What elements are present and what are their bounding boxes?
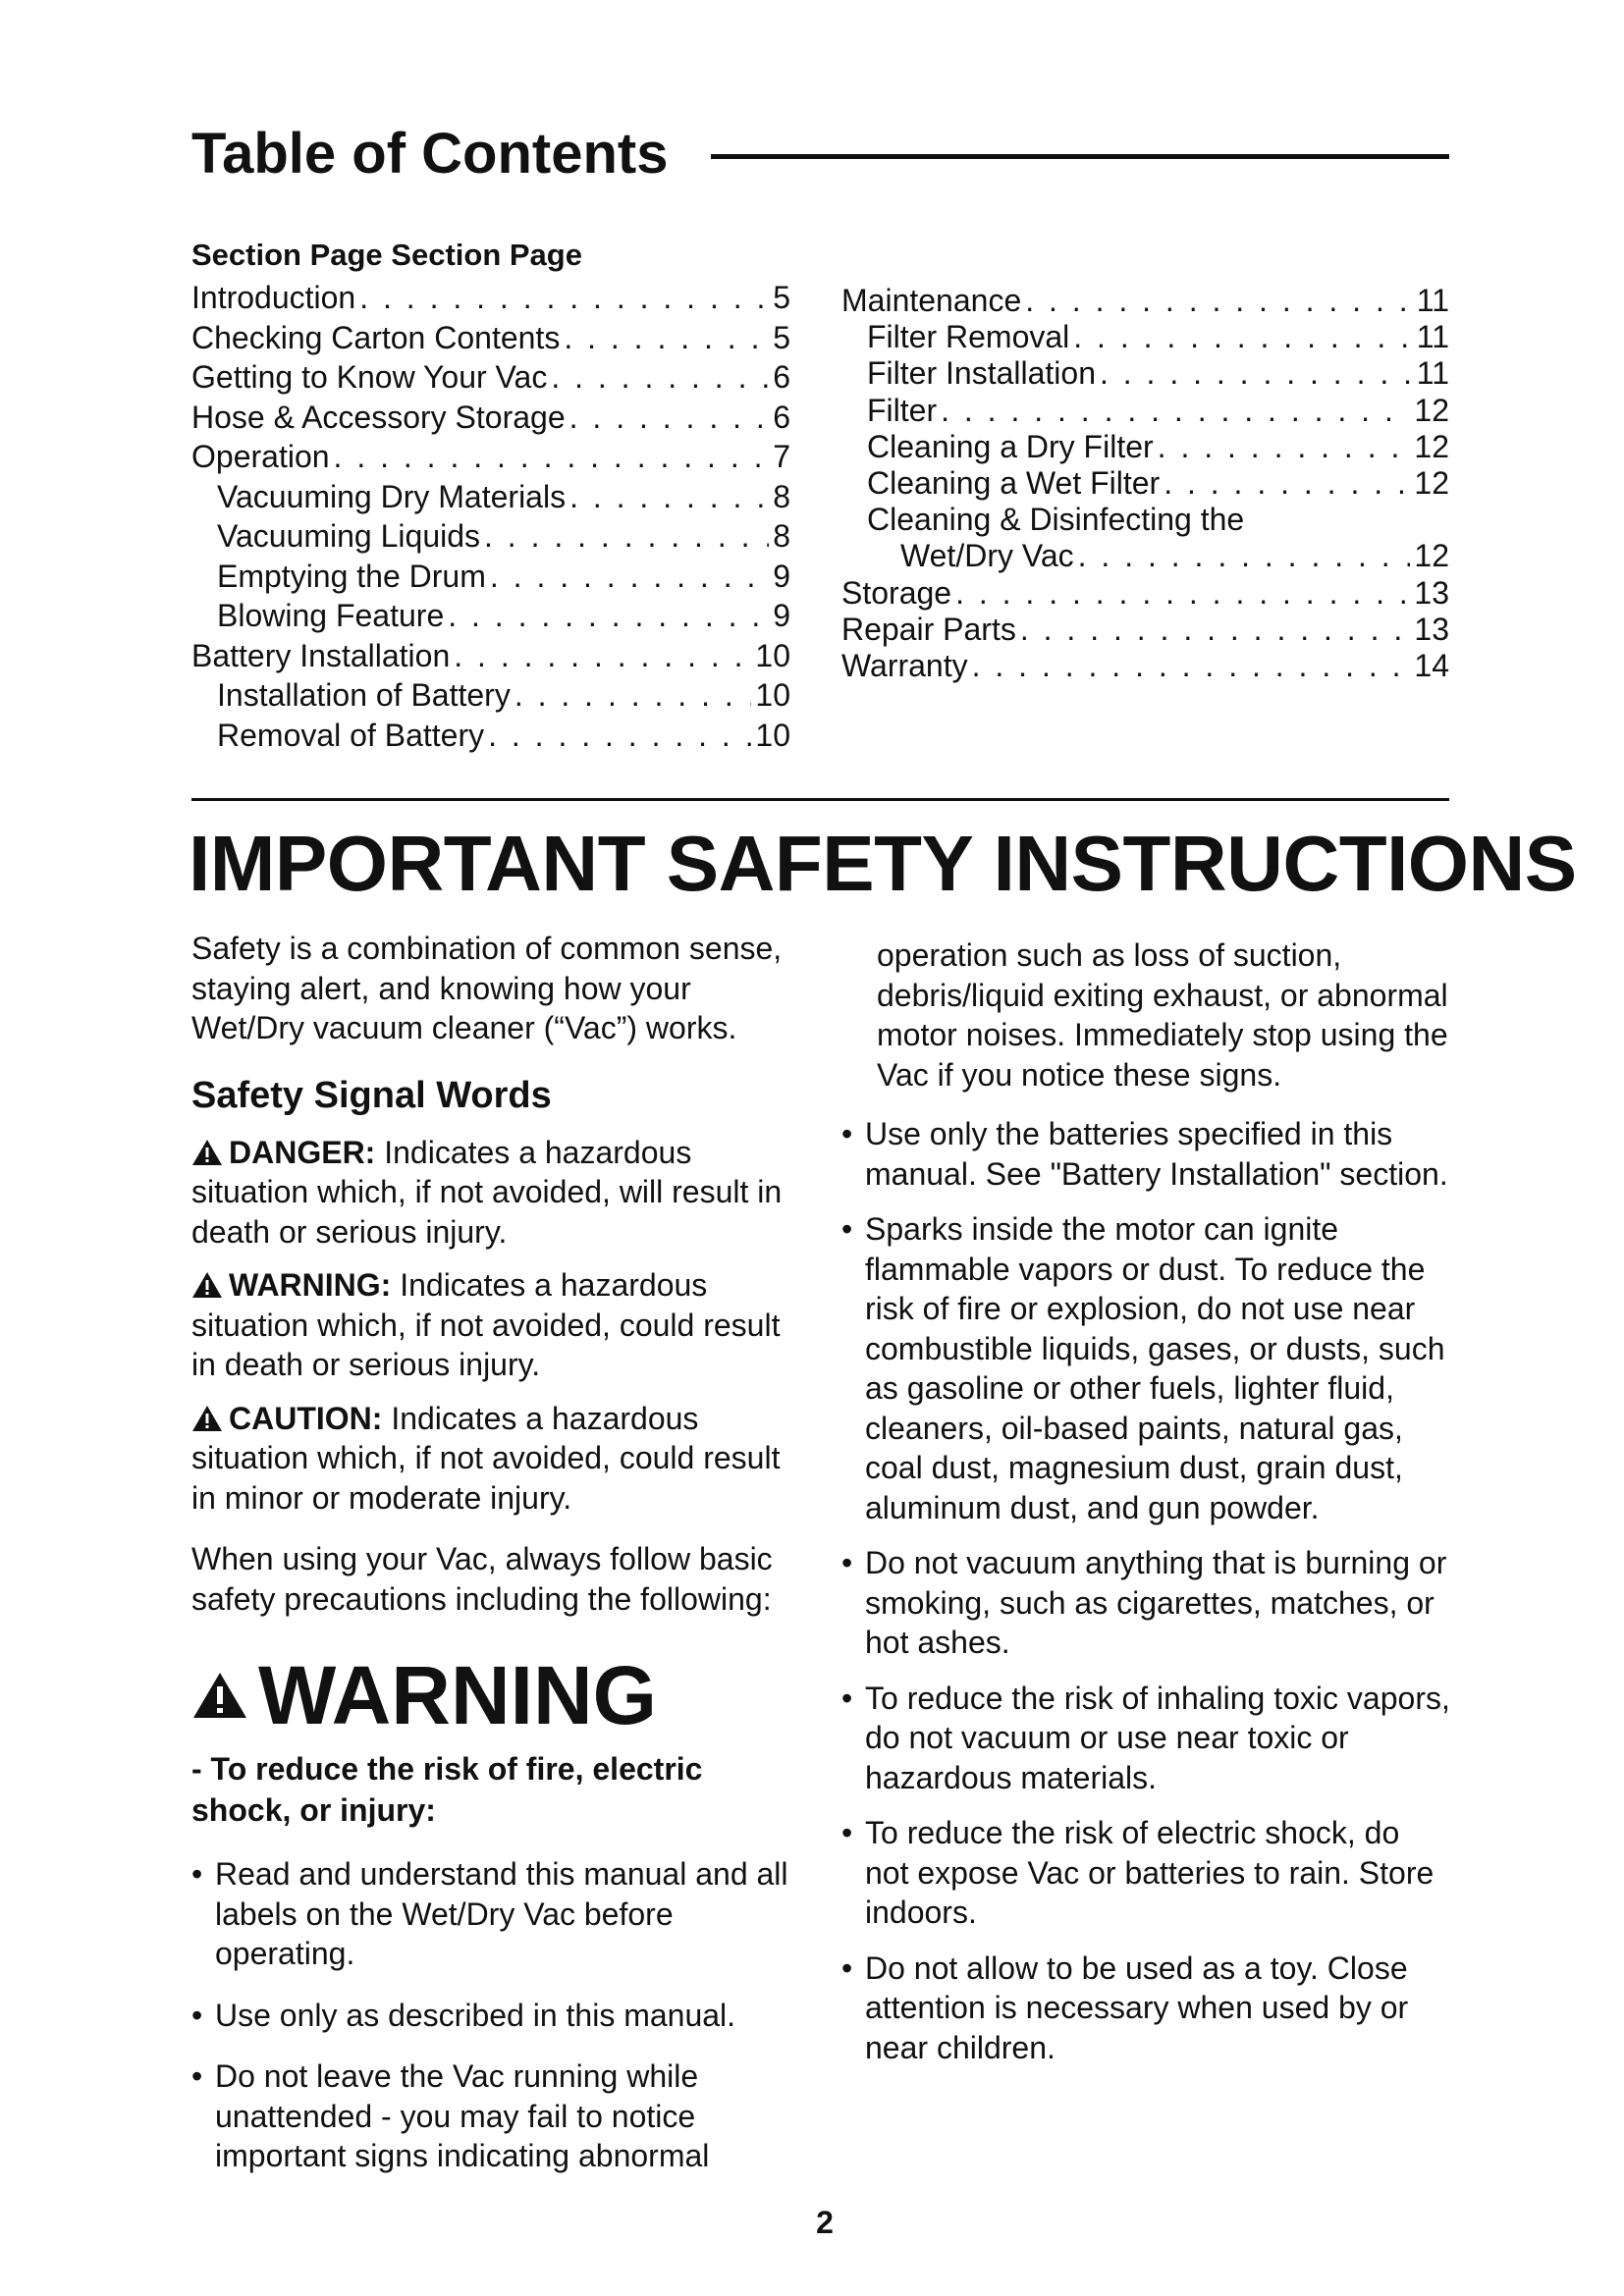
bullet-item bbox=[841, 1114, 1450, 1194]
toc-entry-page: 6 bbox=[773, 361, 790, 395]
toc-entry-page: 9 bbox=[773, 560, 790, 594]
toc-entry bbox=[841, 431, 1449, 467]
toc-title-rule bbox=[711, 154, 1449, 159]
toc-entry-page: 5 bbox=[773, 282, 790, 315]
toc-entry bbox=[841, 504, 1449, 540]
signal-word: CAUTION: bbox=[229, 1400, 383, 1436]
toc-leader-dots bbox=[1100, 357, 1413, 389]
toc-leader-dots bbox=[454, 640, 751, 671]
toc-leader-dots bbox=[1025, 285, 1413, 316]
toc-entry bbox=[191, 679, 790, 720]
toc-entry bbox=[841, 285, 1449, 321]
toc-title: Table of Contents bbox=[191, 122, 669, 186]
bullet-mark: • bbox=[191, 2058, 203, 2094]
toc-entry bbox=[841, 467, 1449, 504]
bullet-mark: • bbox=[841, 1545, 853, 1580]
toc-leader-dots bbox=[955, 577, 1410, 609]
signal-text: Indicates a hazardous situation which, if not avoided, could result in minor or moderate injury. bbox=[191, 1400, 781, 1516]
toc-entry bbox=[191, 640, 790, 680]
toc-entry-label: Blowing Feature bbox=[217, 600, 445, 633]
toc-entry-page: 12 bbox=[1414, 466, 1449, 501]
warning-subheading: - To reduce the risk of fire, electric shock, or injury: bbox=[191, 1751, 703, 1828]
warning-triangle-icon bbox=[191, 1271, 223, 1299]
warning-triangle-icon bbox=[191, 1671, 248, 1720]
bullet-mark: • bbox=[841, 1815, 853, 1850]
toc-entry-label: Filter Installation bbox=[867, 357, 1096, 392]
bullet-text: Use only the batteries specified in this manual. See "Battery Installation" section. bbox=[865, 1116, 1448, 1192]
toc-entry bbox=[191, 322, 790, 362]
toc-left-column bbox=[191, 282, 790, 759]
bullet-item bbox=[191, 1996, 810, 2036]
signal-text: Indicates a hazardous situation which, if not avoided, will result in death or serious injury. bbox=[191, 1134, 783, 1250]
toc-leader-dots bbox=[488, 720, 751, 751]
bullet-text: To reduce the risk of electric shock, do not expose Vac or batteries to rain. Store indoors. bbox=[865, 1815, 1435, 1930]
toc-leader-dots bbox=[1164, 467, 1410, 499]
toc-entry bbox=[191, 441, 790, 481]
toc-leader-dots bbox=[1078, 540, 1411, 571]
toc-leader-dots bbox=[514, 679, 752, 711]
toc-entry-label: Hose & Accessory Storage bbox=[191, 400, 566, 435]
bullet-text: Use only as described in this manual. bbox=[215, 1997, 736, 2033]
safety-left-column bbox=[191, 929, 810, 2176]
toc-entry-label: Filter Removal bbox=[867, 321, 1070, 355]
toc-entry-page: 10 bbox=[755, 719, 790, 753]
toc-leader-dots bbox=[484, 520, 769, 552]
bullet-item bbox=[191, 1854, 810, 1974]
toc-entry-page: 12 bbox=[1414, 394, 1449, 428]
toc-leader-dots bbox=[1158, 431, 1411, 462]
safety-intro: Safety is a combination of common sense, staying alert, and knowing how your Wet/Dry vacuum cleaner (“Vac”) works. bbox=[191, 931, 783, 1045]
toc-leader-dots bbox=[359, 282, 769, 313]
toc-entry-page: 8 bbox=[773, 520, 790, 554]
toc-column-header: Section Page Section Page bbox=[191, 238, 582, 272]
bullet-item bbox=[841, 1949, 1450, 2068]
toc-entry-label: Warranty bbox=[841, 649, 968, 683]
toc-entry bbox=[841, 321, 1449, 357]
signal-word: WARNING: bbox=[229, 1267, 392, 1303]
safety-title: IMPORTANT SAFETY INSTRUCTIONS bbox=[189, 820, 1577, 907]
toc-leader-dots bbox=[448, 600, 769, 631]
toc-entry bbox=[191, 720, 790, 760]
warning-heading bbox=[191, 1649, 810, 1741]
toc-entry-label: Cleaning a Dry Filter bbox=[867, 430, 1154, 464]
toc-entry-page: 11 bbox=[1416, 285, 1449, 318]
bullet-mark: • bbox=[841, 1949, 853, 1986]
bullet-item bbox=[841, 1543, 1450, 1663]
toc-entry-label: Cleaning & Disinfecting the bbox=[867, 504, 1245, 538]
toc-entry-label: Battery Installation bbox=[191, 639, 451, 673]
signal-warning bbox=[191, 1265, 810, 1385]
toc-leader-dots bbox=[569, 481, 769, 512]
toc-entry-label: Vacuuming Liquids bbox=[217, 520, 481, 554]
toc-entry-label: Cleaning a Wet Filter bbox=[867, 466, 1161, 501]
precautions-intro: When using your Vac, always follow basic safety precautions including the following: bbox=[191, 1541, 773, 1617]
toc-entry bbox=[191, 561, 790, 601]
bullet-item bbox=[841, 1209, 1450, 1527]
toc-entry bbox=[841, 577, 1449, 614]
toc-entry bbox=[191, 361, 790, 401]
page-number: 2 bbox=[816, 2205, 834, 2240]
toc-entry bbox=[841, 540, 1449, 576]
bullet-mark: • bbox=[841, 1116, 853, 1151]
toc-leader-dots bbox=[551, 361, 769, 393]
toc-entry-label: Removal of Battery bbox=[217, 719, 485, 753]
toc-entry bbox=[841, 357, 1449, 394]
toc-entry-label: Wet/Dry Vac bbox=[900, 540, 1074, 574]
toc-leader-dots bbox=[334, 441, 770, 472]
toc-leader-dots bbox=[1020, 614, 1411, 645]
bullet-text: Do not allow to be used as a toy. Close attention is necessary when used by or near children. bbox=[865, 1949, 1409, 2065]
toc-entry-page: 12 bbox=[1414, 540, 1449, 574]
bullet-mark: • bbox=[841, 1680, 853, 1716]
safety-right-column bbox=[841, 935, 1450, 2067]
toc-entry-page: 13 bbox=[1414, 576, 1449, 611]
bullet-item bbox=[191, 2056, 810, 2176]
signal-words-heading: Safety Signal Words bbox=[191, 1074, 552, 1116]
left-bullet-list bbox=[191, 1854, 810, 2176]
toc-entry-label: Installation of Battery bbox=[217, 679, 511, 713]
toc-entry bbox=[841, 395, 1449, 431]
toc-entry-page: 11 bbox=[1416, 321, 1449, 355]
signal-word: DANGER: bbox=[229, 1134, 376, 1170]
toc-entry bbox=[841, 650, 1449, 686]
toc-entry-page: 11 bbox=[1416, 357, 1449, 392]
toc-entry-label: Storage bbox=[841, 576, 952, 611]
right-bullet-list bbox=[841, 1114, 1450, 2067]
toc-leader-dots bbox=[569, 401, 770, 433]
bullet-item bbox=[841, 1813, 1450, 1933]
toc-entry-page: 5 bbox=[773, 321, 790, 355]
toc-leader-dots bbox=[1073, 321, 1413, 352]
toc-entry-page: 6 bbox=[773, 400, 790, 435]
toc-entry-label: Checking Carton Contents bbox=[191, 321, 561, 355]
bullet-continuation: operation such as loss of suction, debris/liquid exiting exhaust, or abnormal motor noises. Immediately stop using the Vac if you notice these signs. bbox=[877, 937, 1448, 1093]
bullet-mark: • bbox=[841, 1211, 853, 1247]
bullet-text: Do not leave the Vac running while unattended - you may fail to notice important signs indicating abnormal bbox=[215, 2058, 710, 2173]
toc-entry-label: Repair Parts bbox=[841, 613, 1016, 647]
toc-entry-label: Introduction bbox=[191, 282, 356, 315]
toc-entry-label: Filter bbox=[867, 394, 938, 428]
bullet-item bbox=[841, 1679, 1450, 1798]
signal-caution bbox=[191, 1399, 810, 1519]
toc-entry-page: 12 bbox=[1414, 430, 1449, 464]
toc-entry-label: Vacuuming Dry Materials bbox=[217, 480, 567, 514]
bullet-text: Read and understand this manual and all labels on the Wet/Dry Vac before operating. bbox=[215, 1856, 788, 1971]
toc-entry-label: Getting to Know Your Vac bbox=[191, 361, 548, 395]
toc-leader-dots bbox=[490, 561, 769, 592]
toc-entry-page: 13 bbox=[1414, 613, 1449, 647]
toc-entry-page: 10 bbox=[755, 679, 790, 713]
toc-entry-label: Operation bbox=[191, 441, 330, 474]
toc-entry bbox=[841, 614, 1449, 650]
toc-entry-page: 14 bbox=[1414, 649, 1449, 683]
warning-triangle-icon bbox=[191, 1139, 223, 1166]
toc-leader-dots bbox=[972, 650, 1411, 681]
signal-danger bbox=[191, 1133, 810, 1253]
toc-entry-page: 10 bbox=[755, 639, 790, 673]
bullet-mark: • bbox=[191, 1997, 203, 2033]
toc-entry bbox=[191, 401, 790, 442]
toc-right-column bbox=[841, 285, 1449, 686]
toc-entry bbox=[191, 282, 790, 322]
toc-entry bbox=[191, 600, 790, 640]
bullet-text: To reduce the risk of inhaling toxic vapors, do not vacuum or use near toxic or hazardous materials. bbox=[865, 1680, 1450, 1795]
warning-heading-text: WARNING bbox=[258, 1649, 657, 1741]
toc-entry bbox=[191, 481, 790, 521]
section-divider bbox=[191, 798, 1449, 801]
toc-leader-dots bbox=[941, 395, 1410, 426]
bullet-text: Do not vacuum anything that is burning or smoking, such as cigarettes, matches, or hot ashes. bbox=[865, 1545, 1447, 1660]
toc-entry-page: 7 bbox=[773, 441, 790, 474]
toc-entry-page: 8 bbox=[773, 480, 790, 514]
bullet-mark: • bbox=[191, 1856, 203, 1892]
toc-entry-page: 9 bbox=[773, 600, 790, 633]
signal-text: Indicates a hazardous situation which, if not avoided, could result in death or serious injury. bbox=[191, 1267, 781, 1382]
toc-entry-label: Emptying the Drum bbox=[217, 560, 486, 594]
toc-entry bbox=[191, 520, 790, 561]
bullet-text: Sparks inside the motor can ignite flammable vapors or dust. To reduce the risk of fire or explosion, do not use near combustible liquids, gases, or dusts, such as gasoline or other fuels, lighter fluid, cleaners, oil-based paints, natural gas, coal dust, magnesium dust, grain dust, aluminum dust, and gun powder. bbox=[865, 1211, 1445, 1525]
warning-triangle-icon bbox=[191, 1405, 223, 1432]
toc-entry-label: Maintenance bbox=[841, 285, 1022, 318]
toc-leader-dots bbox=[564, 322, 769, 353]
